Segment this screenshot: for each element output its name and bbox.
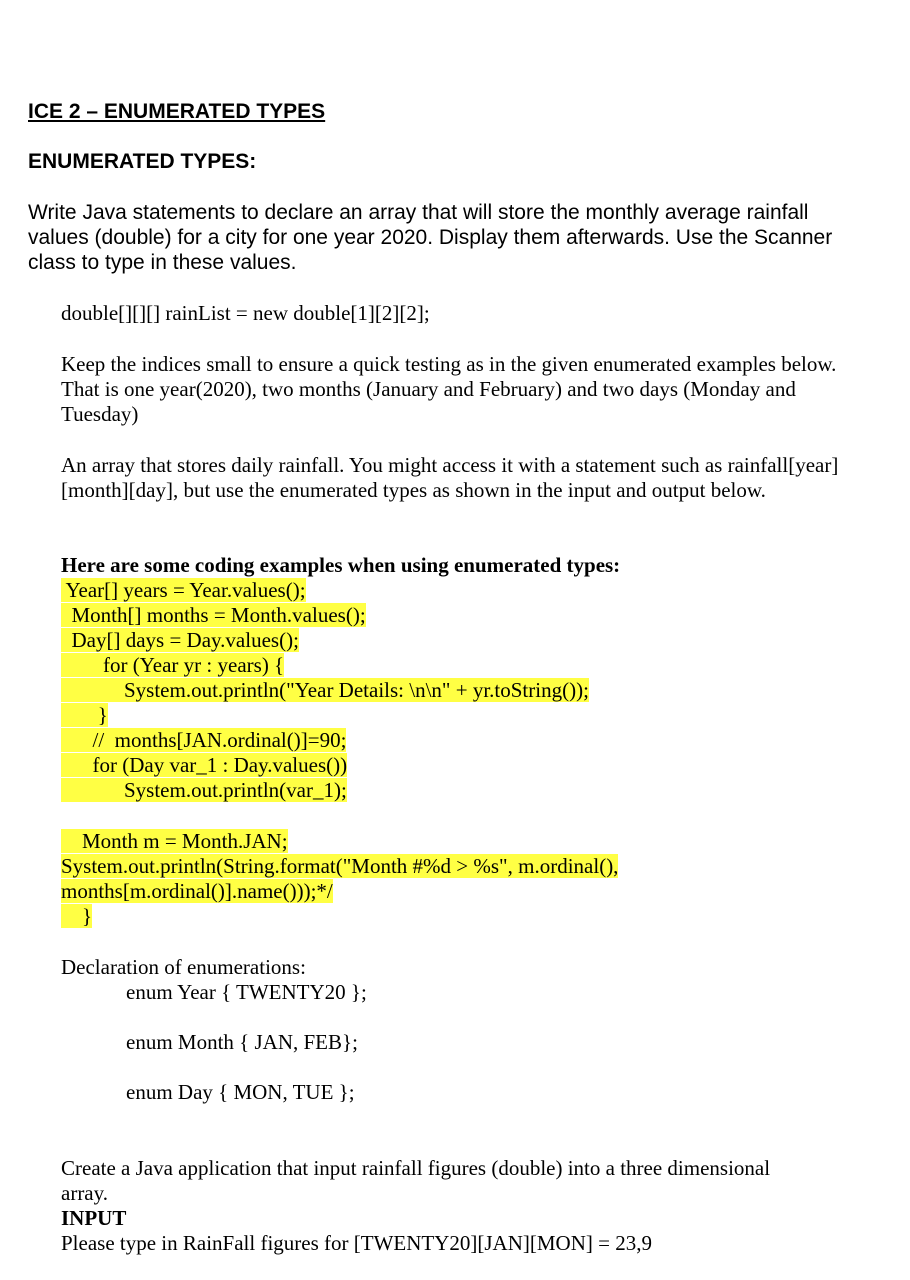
enum-year: enum Year { TWENTY20 };: [126, 980, 367, 1004]
code-line: System.out.println(var_1);: [61, 778, 347, 802]
enum-heading: Declaration of enumerations:: [61, 955, 306, 979]
enum-month: enum Month { JAN, FEB};: [126, 1030, 358, 1054]
intro-paragraph: Write Java statements to declare an array that will store the monthly average rainfall values (double) for a city for one year 2020. Display them afterwards. Use the Scanner class to type in these values.: [28, 201, 833, 274]
code-line: // months[JAN.ordinal()]=90;: [61, 728, 347, 752]
section-heading: ENUMERATED TYPES:: [28, 150, 257, 173]
code-line: for (Year yr : years) {: [61, 653, 285, 677]
input-prompt: Please type in RainFall figures for [TWENTY20][JAN][MON] = 23,9: [61, 1231, 652, 1255]
input-heading: INPUT: [61, 1206, 127, 1230]
array-note: An array that stores daily rainfall. You might access it with a statement such as rainfall[year][month][day], but use the enumerated types as shown in the input and output below.: [61, 453, 839, 502]
input-section: [61, 1206, 861, 1256]
declaration-line: [61, 301, 861, 326]
code-line: Month[] months = Month.values();: [61, 603, 366, 627]
examples-heading: Here are some coding examples when using enumerated types:: [61, 553, 621, 577]
indices-note: Keep the indices small to ensure a quick testing as in the given enumerated examples below. That is one year(2020), two months (January and February) and two days (Monday and Tuesday): [61, 352, 837, 426]
code-line: months[m.ordinal()].name()));*/: [61, 879, 333, 903]
code-line: }: [61, 904, 93, 928]
document-title: ICE 2 – ENUMERATED TYPES: [28, 100, 326, 123]
array-declaration: double[][][] rainList = new double[1][2][2];: [61, 301, 430, 325]
code-line: }: [61, 703, 108, 727]
code-example-block: [61, 578, 861, 803]
create-paragraph: Create a Java application that input rainfall figures (double) into a three dimensional array.: [61, 1156, 771, 1205]
code-line: System.out.println(String.format("Month #%d > %s", m.ordinal(),: [61, 854, 619, 878]
code-line: for (Day var_1 : Day.values()): [61, 753, 348, 777]
code-line: System.out.println("Year Details: \n\n" + yr.toString());: [61, 678, 589, 702]
code-example-block-2: [61, 829, 861, 929]
enum-declarations: [61, 955, 861, 1105]
code-line: Day[] days = Day.values();: [61, 628, 299, 652]
code-line: Month m = Month.JAN;: [61, 829, 288, 853]
code-line: Year[] years = Year.values();: [61, 578, 306, 602]
enum-day: enum Day { MON, TUE };: [126, 1080, 355, 1104]
examples-heading-block: [61, 553, 861, 578]
